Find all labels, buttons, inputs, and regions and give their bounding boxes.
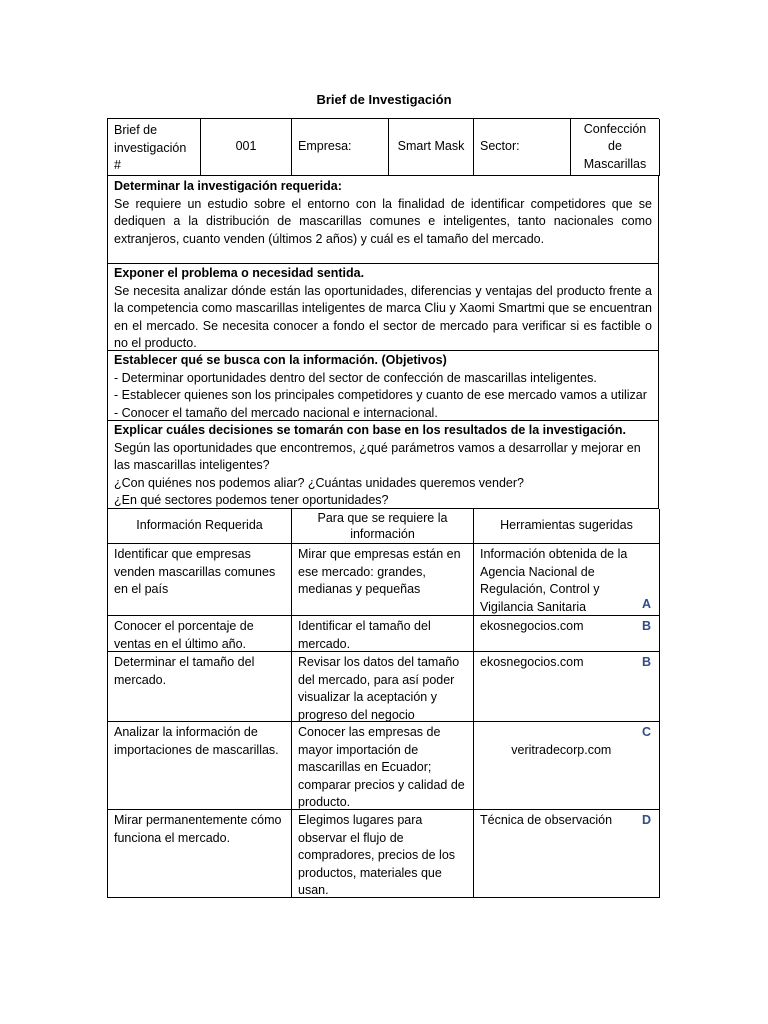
table-row bbox=[108, 544, 659, 616]
info-cell: Identificar que empresas venden mascarillas comunes en el país bbox=[108, 544, 292, 616]
section-heading: Exponer el problema o necesidad sentida. bbox=[114, 266, 365, 280]
info-cell: Conocer el porcentaje de ventas en el último año. bbox=[108, 616, 292, 652]
tool-code: C bbox=[641, 725, 651, 739]
section-body: Se requiere un estudio sobre el entorno con la finalidad de identificar competidores que se dediquen a la distribución de mascarillas comunes e inteligentes, tanto nacionales como extranjeros, cuanto venden (últimos 2 años) y cuál es el tamaño del mercado. bbox=[114, 196, 652, 246]
column-header-tools: Herramientas sugeridas bbox=[474, 509, 660, 544]
info-cell: Analizar la información de importaciones de mascarillas. bbox=[108, 722, 292, 810]
brief-header-row bbox=[108, 119, 659, 176]
tool-cell bbox=[474, 722, 660, 810]
column-header-purpose: Para que se requiere la información bbox=[292, 509, 474, 544]
objective-line: - Establecer quienes son los principales competidores y cuanto de ese mercado vamos a utilizar bbox=[114, 388, 647, 402]
tool-text: Información obtenida de la Agencia Nacional de Regulación, Control y Vigilancia Sanitaria bbox=[480, 547, 628, 614]
tool-text: Técnica de observación bbox=[480, 813, 613, 827]
tool-text: ekosnegocios.com bbox=[480, 619, 584, 633]
purpose-cell: Identificar el tamaño del mercado. bbox=[292, 616, 474, 652]
table-row bbox=[108, 722, 659, 810]
section-required-research bbox=[108, 176, 659, 264]
column-header-info: Información Requerida bbox=[108, 509, 292, 544]
decision-line: ¿Con quiénes nos podemos aliar? ¿Cuántas unidades queremos vender? bbox=[114, 475, 524, 490]
decision-line: ¿En qué sectores podemos tener oportunidades? bbox=[114, 493, 389, 507]
section-objectives bbox=[108, 351, 659, 421]
tool-code: B bbox=[641, 655, 651, 669]
tool-cell bbox=[474, 652, 660, 722]
brief-table bbox=[107, 118, 659, 898]
brief-number-value: 001 bbox=[201, 119, 292, 176]
tool-text: veritradecorp.com bbox=[507, 742, 612, 757]
objective-line: - Conocer el tamaño del mercado nacional e internacional. bbox=[114, 405, 438, 420]
section-body: Se necesita analizar dónde están las oportunidades, diferencias y ventajas del producto frente a la competencia como mascarillas inteligentes de marca Cliu y Xaomi Smartmi que se encuentran en el mercado. Se necesita conocer a fondo el sector de mercado para verificar si es factible o no el producto. bbox=[114, 283, 652, 350]
info-cell: Mirar permanentemente cómo funciona el mercado. bbox=[108, 810, 292, 898]
sector-value: Confección de Mascarillas bbox=[571, 119, 660, 176]
sector-label: Sector: bbox=[474, 119, 571, 176]
section-heading: Establecer qué se busca con la información. (Objetivos) bbox=[114, 353, 447, 367]
purpose-cell: Elegimos lugares para observar el flujo de compradores, precios de los productos, materiales que usan. bbox=[292, 810, 474, 898]
document-title: Brief de Investigación bbox=[316, 92, 452, 107]
info-table-header bbox=[108, 509, 659, 544]
purpose-cell: Mirar que empresas están en ese mercado: grandes, medianas y pequeñas bbox=[292, 544, 474, 616]
objective-line: - Determinar oportunidades dentro del sector de confección de mascarillas inteligentes. bbox=[114, 370, 597, 385]
tool-code: B bbox=[641, 619, 651, 633]
section-heading: Determinar la investigación requerida: bbox=[114, 179, 342, 193]
tool-cell bbox=[474, 616, 660, 652]
info-cell: Determinar el tamaño del mercado. bbox=[108, 652, 292, 722]
brief-number-label: Brief de investigación # bbox=[108, 119, 201, 176]
section-decisions bbox=[108, 421, 659, 509]
tool-code: A bbox=[641, 596, 651, 611]
purpose-cell: Revisar los datos del tamaño del mercado, para así poder visualizar la aceptación y progreso del negocio bbox=[292, 652, 474, 722]
section-problem bbox=[108, 264, 659, 351]
company-value: Smart Mask bbox=[389, 119, 474, 176]
tool-cell bbox=[474, 544, 660, 616]
decision-line: Según las oportunidades que encontremos, ¿qué parámetros vamos a desarrollar y mejorar en las mascarillas inteligentes? bbox=[114, 440, 641, 472]
tool-code: D bbox=[641, 813, 651, 827]
table-row bbox=[108, 616, 659, 652]
table-row bbox=[108, 652, 659, 722]
table-row bbox=[108, 810, 659, 898]
purpose-cell: Conocer las empresas de mayor importación de mascarillas en Ecuador; comparar precios y calidad de producto. bbox=[292, 722, 474, 810]
tool-text: ekosnegocios.com bbox=[480, 655, 584, 669]
company-label: Empresa: bbox=[292, 119, 389, 176]
tool-cell bbox=[474, 810, 660, 898]
section-heading: Explicar cuáles decisiones se tomarán con base en los resultados de la investigación. bbox=[114, 423, 627, 437]
